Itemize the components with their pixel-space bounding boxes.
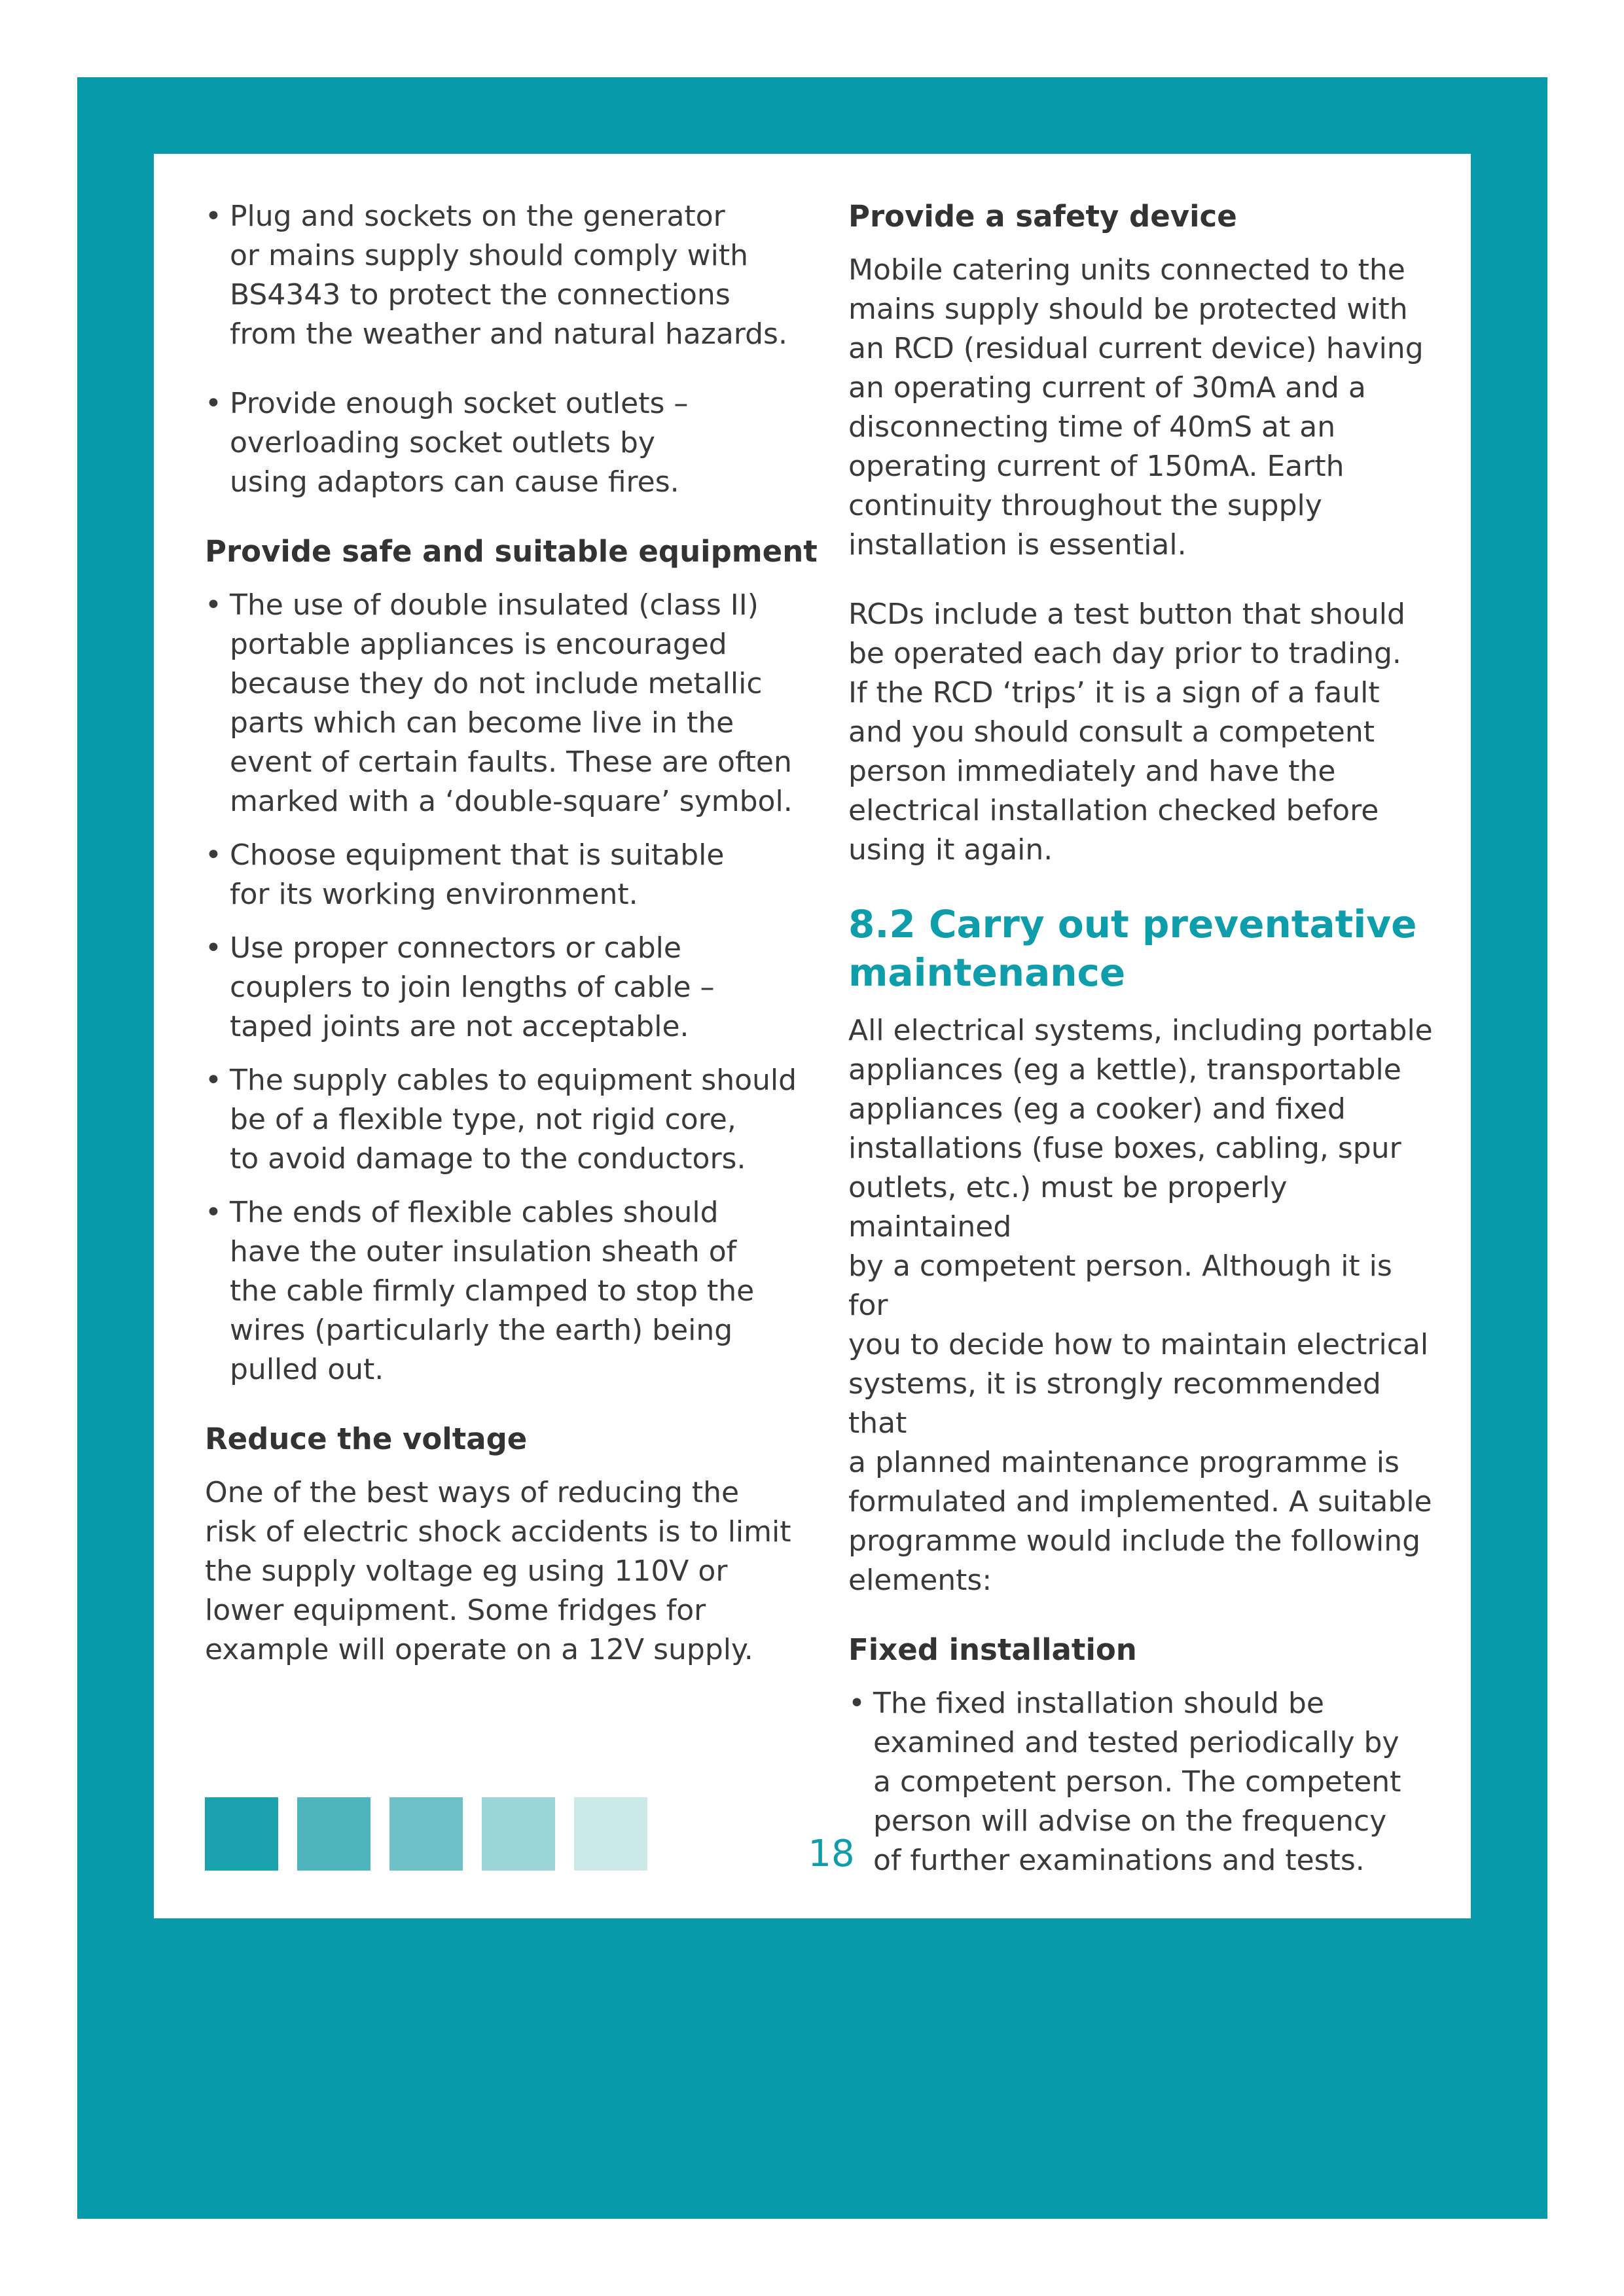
bullet-icon: • (205, 931, 222, 965)
heading-safety-device: Provide a safety device (848, 199, 1237, 234)
right-column (848, 197, 1437, 1880)
swatch-1 (205, 1797, 278, 1871)
swatch-3 (389, 1797, 463, 1871)
bullet-icon: • (205, 1196, 222, 1229)
page-content (154, 154, 1471, 1918)
bullet-icon: • (205, 200, 222, 233)
swatch-2 (297, 1797, 370, 1871)
bullet-icon: • (205, 588, 222, 622)
paragraph-safety-1: Mobile catering units connected to the mains supply should be protected with an RCD (residual current device) having an operating current of 30mA and a disconnecting time of 40mS at an operating current of 150mA. Earth continuity throughout the supply installation is essential. (848, 253, 1424, 562)
bullet-icon: • (205, 838, 222, 872)
paragraph-maintenance: All electrical systems, including portable appliances (eg a kettle), transportable appliances (eg a cooker) and fixed installations (fuse boxes, cabling, spur outlets, etc.) must be properly maintained by a competent person. Although it is for you to decide how to maintain electrical systems, it is strongly recommended that a planned maintenance programme is formulated and implemented. A suitable programme would include the following elements: (848, 1014, 1433, 1597)
page-number: 18 (808, 1833, 855, 1875)
bullet-icon: • (848, 1687, 865, 1720)
heading-fixed-installation: Fixed installation (848, 1632, 1137, 1667)
bullet-item: • Use proper connectors or cable couplers to join lengths of cable – taped joints are not acceptable. (205, 929, 820, 1047)
bullet-item: • Provide enough socket outlets – overloading socket outlets by using adaptors can cause fires. (205, 384, 820, 502)
bullet-icon: • (205, 1064, 222, 1097)
bullet-item: • Plug and sockets on the generator or mains supply should comply with BS4343 to protect the connections from the weather and natural hazards. (205, 197, 820, 354)
bullet-item: • Choose equipment that is suitable for its working environment. (205, 836, 820, 914)
paragraph-voltage: One of the best ways of reducing the risk of electric shock accidents is to limit the supply voltage eg using 110V or lower equipment. Some fridges for example will operate on a 12V supply. (205, 1476, 791, 1666)
bullet-item: • The use of double insulated (class II) portable appliances is encouraged because they do not include metallic parts which can become live in the event of certain faults. These are often marked with a ‘double-square’ symbol. (205, 586, 820, 821)
bullet-icon: • (205, 387, 222, 420)
heading-safe-equipment: Provide safe and suitable equipment (205, 534, 818, 569)
swatch-5 (574, 1797, 647, 1871)
bullet-item: • The ends of flexible cables should have the outer insulation sheath of the cable firmly clamped to stop the wires (particularly the earth) being pulled out. (205, 1193, 820, 1390)
bullet-item: • The fixed installation should be examined and tested periodically by a competent person. The competent person will advise on the frequency of further examinations and tests. (848, 1684, 1437, 1880)
paragraph-safety-2: RCDs include a test button that should be operated each day prior to trading. If the RCD ‘trips’ it is a sign of a fault and you should consult a competent person immediately and have the electrical installation checked before using it again. (848, 598, 1405, 867)
left-column (205, 197, 820, 1670)
section-title: 8.2 Carry out preventative maintenance (848, 902, 1417, 995)
swatch-4 (482, 1797, 555, 1871)
bullet-item: • The supply cables to equipment should be of a flexible type, not rigid core, to avoid damage to the conductors. (205, 1061, 820, 1179)
heading-reduce-voltage: Reduce the voltage (205, 1422, 528, 1456)
